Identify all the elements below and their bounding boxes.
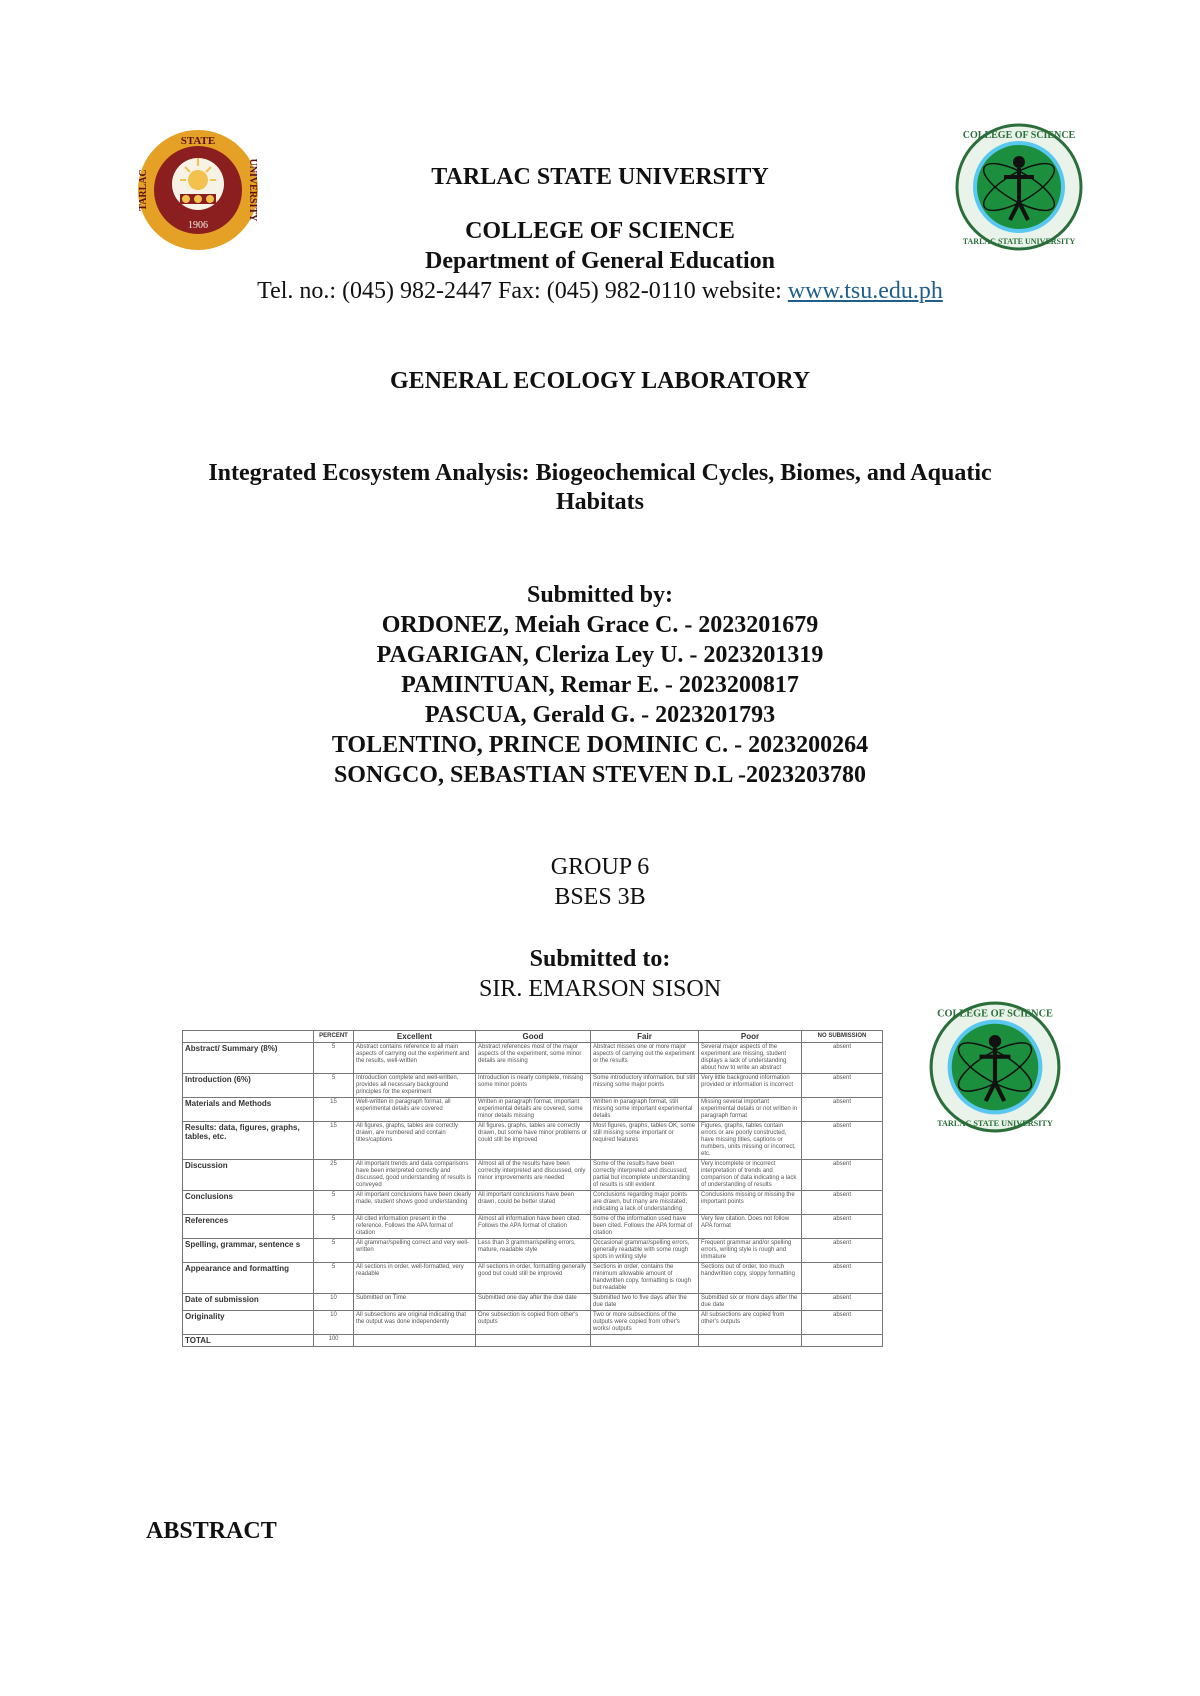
rubric-cell: All important conclusions have been clearly made, student shows good understanding (354, 1191, 476, 1215)
rubric-cell: absent (802, 1098, 883, 1122)
rubric-header-cell: PERCENT (314, 1031, 354, 1043)
rubric-row (183, 1122, 883, 1160)
rubric-header-cell: Fair (591, 1031, 699, 1043)
rubric-percent: 5 (314, 1263, 354, 1294)
rubric-cell (699, 1335, 802, 1347)
rubric-cell: absent (802, 1294, 883, 1311)
rubric-criterion: Appearance and formatting (183, 1263, 314, 1294)
member-name: PAGARIGAN, Cleriza Ley U. - 2023201319 (376, 642, 824, 668)
rubric-criterion: TOTAL (183, 1335, 314, 1347)
rubric-cell: Abstract misses one or more major aspects of carrying out the experiment or the results (591, 1043, 699, 1074)
rubric-cell: Very little background information provided or information is incorrect (699, 1074, 802, 1098)
course-title: GENERAL ECOLOGY LABORATORY (389, 368, 811, 394)
cos-logo-small-bottom-text: TARLAC STATE UNIVERSITY (937, 1118, 1053, 1128)
rubric-cell: All important conclusions have been drawn, could be better stated (476, 1191, 591, 1215)
rubric-criterion: Originality (183, 1311, 314, 1335)
website-link[interactable]: www.tsu.edu.ph (787, 278, 943, 304)
rubric-cell: All grammar/spelling correct and very well-written (354, 1239, 476, 1263)
rubric-row (183, 1239, 883, 1263)
member-name: SONGCO, SEBASTIAN STEVEN D.L -2023203780 (333, 762, 867, 788)
rubric-cell: All sections in order, formatting generally good but could still be improved (476, 1263, 591, 1294)
rubric-header-cell (183, 1031, 314, 1043)
rubric-cell: Sections in order, contains the minimum allowable amount of handwritten copy, formatting is rough but readable (591, 1263, 699, 1294)
contact-text: Tel. no.: (045) 982-2447 Fax: (045) 982-0110 website: (257, 278, 788, 304)
rubric-header-cell: NO SUBMISSION (802, 1031, 883, 1043)
section-label: BSES 3B (554, 884, 646, 910)
submitted-by-label: Submitted by: (526, 582, 674, 608)
tsu-seal-year: 1906 (188, 220, 208, 231)
rubric-criterion: Introduction (6%) (183, 1074, 314, 1098)
rubric-percent: 5 (314, 1043, 354, 1074)
abstract-heading: ABSTRACT (146, 1518, 277, 1544)
rubric-cell (802, 1335, 883, 1347)
rubric-percent: 5 (314, 1239, 354, 1263)
college-of-science-logo-small (928, 1000, 1062, 1134)
rubric-criterion: Conclusions (183, 1191, 314, 1215)
rubric-cell: All figures, graphs, tables are correctly drawn, are numbered and contain titles/captions (354, 1122, 476, 1160)
rubric-percent: 15 (314, 1122, 354, 1160)
rubric-cell: Almost all information have been cited. Follows the APA format of citation (476, 1215, 591, 1239)
rubric-cell (354, 1335, 476, 1347)
rubric-cell: absent (802, 1160, 883, 1191)
rubric-cell: Some introductory information, but still missing some major points (591, 1074, 699, 1098)
rubric-cell: Very few citation. Does not follow APA format (699, 1215, 802, 1239)
rubric-cell: All figures, graphs, tables are correctly drawn, but some have minor problems or could still be improved (476, 1122, 591, 1160)
rubric-cell: Some of the information used have been cited. Follows the APA format of citation (591, 1215, 699, 1239)
rubric-cell: absent (802, 1191, 883, 1215)
rubric-cell: Several major aspects of the experiment are missing, student displays a lack of understanding about how to write an abstract (699, 1043, 802, 1074)
rubric-percent: 5 (314, 1191, 354, 1215)
member-name: PASCUA, Gerald G. - 2023201793 (424, 702, 776, 728)
rubric-cell: Conclusions missing or missing the important points (699, 1191, 802, 1215)
rubric-criterion: Discussion (183, 1160, 314, 1191)
rubric-cell: Submitted one day after the due date (476, 1294, 591, 1311)
rubric-cell: absent (802, 1239, 883, 1263)
rubric-criterion: Abstract/ Summary (8%) (183, 1043, 314, 1074)
rubric-cell: Written in paragraph format, still missing some important experimental details (591, 1098, 699, 1122)
rubric-cell: Most figures, graphs, tables OK, some still missing some important or required features (591, 1122, 699, 1160)
rubric-row (183, 1098, 883, 1122)
rubric-row (183, 1215, 883, 1239)
rubric-row (183, 1335, 883, 1347)
submitted-to-label: Submitted to: (529, 946, 671, 972)
rubric-percent: 15 (314, 1098, 354, 1122)
instructor-name: SIR. EMARSON SISON (478, 976, 722, 1002)
member-name: ORDONEZ, Meiah Grace C. - 2023201679 (381, 612, 819, 638)
tsu-seal-top-text: STATE (180, 135, 216, 147)
rubric-cell: Sections out of order, too much handwritten copy, sloppy formatting (699, 1263, 802, 1294)
rubric-row (183, 1160, 883, 1191)
rubric-criterion: Materials and Methods (183, 1098, 314, 1122)
member-name: TOLENTINO, PRINCE DOMINIC C. - 2023200264 (331, 732, 869, 758)
rubric-criterion: Spelling, grammar, sentence s (183, 1239, 314, 1263)
rubric-cell: Two or more subsections of the outputs were copied from other's works/ outputs (591, 1311, 699, 1335)
cos-logo-small-top-text: COLLEGE OF SCIENCE (937, 1008, 1053, 1020)
rubric-cell: Abstract references most of the major aspects of the experiment, some minor details are missing (476, 1043, 591, 1074)
rubric-cell: Frequent grammar and/or spelling errors, writing style is rough and immature (699, 1239, 802, 1263)
report-title-line-2: Habitats (555, 489, 644, 515)
rubric-cell: Missing several important experimental details or not written in paragraph format (699, 1098, 802, 1122)
member-name: PAMINTUAN, Remar E. - 2023200817 (401, 672, 799, 698)
rubric-header-cell: Excellent (354, 1031, 476, 1043)
cos-logo-bottom-text: TARLAC STATE UNIVERSITY (962, 237, 1076, 246)
tsu-seal-right-text: UNIVERSITY (247, 158, 258, 222)
rubric-percent: 5 (314, 1074, 354, 1098)
rubric-cell: Submitted six or more days after the due date (699, 1294, 802, 1311)
rubric-cell: Less than 3 grammar/spelling errors, mature, readable style (476, 1239, 591, 1263)
rubric-cell: Introduction complete and well-written, provides all necessary background principles for the experiment (354, 1074, 476, 1098)
rubric-row (183, 1263, 883, 1294)
rubric-criterion: References (183, 1215, 314, 1239)
rubric-cell: absent (802, 1215, 883, 1239)
rubric-row (183, 1191, 883, 1215)
rubric-cell (591, 1335, 699, 1347)
rubric-percent: 10 (314, 1294, 354, 1311)
report-title-line-1: Integrated Ecosystem Analysis: Biogeochemical Cycles, Biomes, and Aquatic (208, 460, 992, 486)
rubric-row (183, 1043, 883, 1074)
rubric-cell: Submitted on Time (354, 1294, 476, 1311)
college-name: COLLEGE OF SCIENCE (465, 218, 735, 244)
rubric-cell: Introduction is nearly complete, missing some minor points (476, 1074, 591, 1098)
rubric-row (183, 1074, 883, 1098)
rubric-cell: Written in paragraph format, important experimental details are covered, some minor details missing (476, 1098, 591, 1122)
rubric-cell: Very incomplete or incorrect interpretation of trends and comparison of data indicating a lack of understanding of results (699, 1160, 802, 1191)
rubric-cell: Occasional grammar/spelling errors, generally readable with some rough spots in writing style (591, 1239, 699, 1263)
rubric-row (183, 1311, 883, 1335)
rubric-criterion: Date of submission (183, 1294, 314, 1311)
contact-line (0, 276, 1200, 306)
rubric-cell: Submitted two to five days after the due date (591, 1294, 699, 1311)
rubric-cell: All important trends and data comparisons have been interpreted correctly and discussed, good understanding of results is conveyed (354, 1160, 476, 1191)
rubric-cell: absent (802, 1122, 883, 1160)
rubric-cell: Some of the results have been correctly interpreted and discussed; partial but incomplete understanding of results is still evident (591, 1160, 699, 1191)
rubric-cell: Almost all of the results have been correctly interpreted and discussed, only minor improvements are needed (476, 1160, 591, 1191)
rubric-cell: One subsection is copied from other's outputs (476, 1311, 591, 1335)
rubric-cell: absent (802, 1263, 883, 1294)
tsu-seal-left-text: TARLAC (138, 169, 149, 211)
rubric-cell: Conclusions regarding major points are drawn, but many are misstated, indicating a lack of understanding (591, 1191, 699, 1215)
rubric-cell (476, 1335, 591, 1347)
rubric-cell: Abstract contains reference to all main aspects of carrying out the experiment and the results, well-written (354, 1043, 476, 1074)
rubric-cell: absent (802, 1311, 883, 1335)
rubric-row (183, 1294, 883, 1311)
university-name: TARLAC STATE UNIVERSITY (431, 164, 769, 190)
rubric-header-cell: Poor (699, 1031, 802, 1043)
rubric-header-cell: Good (476, 1031, 591, 1043)
rubric-cell: absent (802, 1074, 883, 1098)
rubric-percent: 25 (314, 1160, 354, 1191)
rubric-cell: All subsections are original indicating that the output was done independently (354, 1311, 476, 1335)
rubric-cell: Well-written in paragraph format, all experimental details are covered (354, 1098, 476, 1122)
rubric-percent: 10 (314, 1311, 354, 1335)
rubric-cell: absent (802, 1043, 883, 1074)
rubric-percent: 5 (314, 1215, 354, 1239)
rubric-header-row (183, 1031, 883, 1043)
rubric-cell: All subsections are copied from other's outputs (699, 1311, 802, 1335)
rubric-criterion: Results: data, figures, graphs, tables, etc. (183, 1122, 314, 1160)
rubric-cell: Figures, graphs, tables contain errors or are poorly constructed, have missing titles, captions or numbers, units missing or incorrect, etc. (699, 1122, 802, 1160)
rubric-percent: 100 (314, 1335, 354, 1347)
rubric-cell: All cited information present in the reference. Follows the APA format of citation (354, 1215, 476, 1239)
department-name: Department of General Education (425, 248, 775, 274)
cos-logo-top-text: COLLEGE OF SCIENCE (962, 130, 1076, 141)
group-label: GROUP 6 (550, 854, 650, 880)
grading-rubric-table (182, 1030, 882, 1420)
rubric-cell: All sections in order, well-formatted, very readable (354, 1263, 476, 1294)
